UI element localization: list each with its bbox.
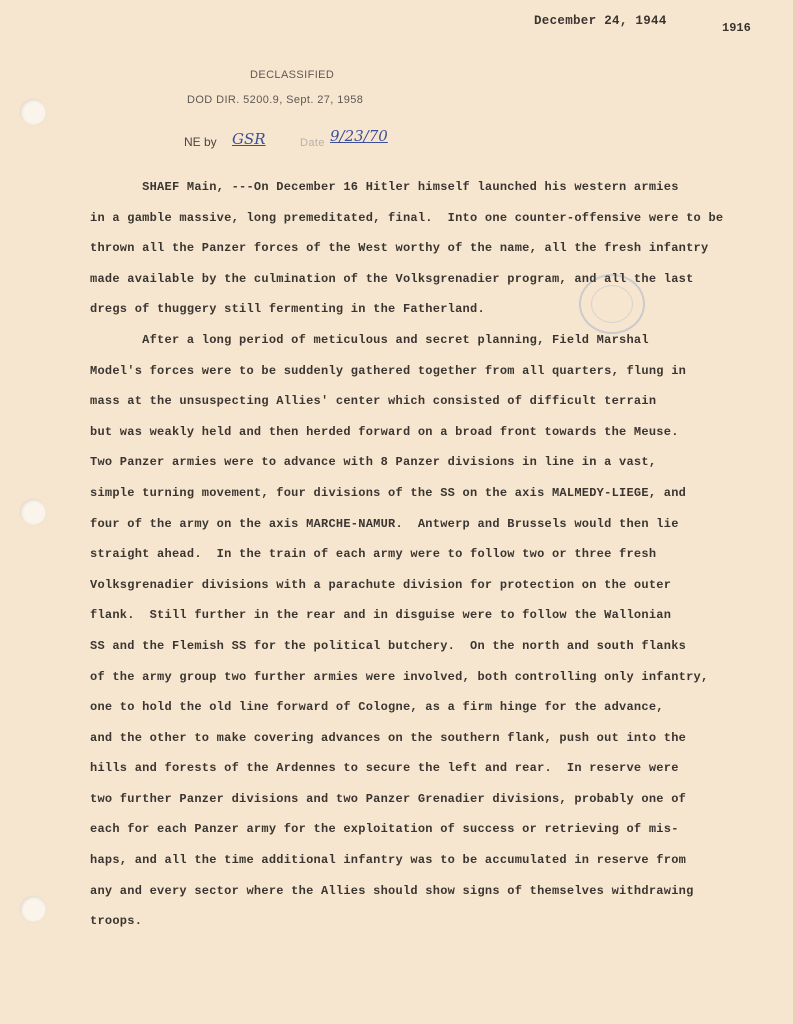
declassification-date: 9/23/70 — [330, 127, 388, 145]
text-line: any and every sector where the Allies should show signs of themselves withdrawing — [90, 883, 694, 898]
punch-hole — [20, 896, 46, 922]
page-number: 1916 — [722, 21, 751, 35]
text-line: straight ahead. In the train of each army were to follow two or three fresh — [90, 547, 657, 562]
declassified-title: DECLASSIFIED — [250, 69, 335, 81]
text-line: simple turning movement, four divisions of the SS on the axis MALMEDY-LIEGE, and — [90, 485, 687, 500]
text-line: but was weakly held and then herded forward on a broad front towards the Meuse. — [90, 424, 679, 439]
text-line: dregs of thuggery still fermenting in the Fatherland. — [90, 302, 485, 317]
text-line: troops. — [90, 914, 143, 929]
document-date: December 24, 1944 — [534, 14, 667, 28]
text-line: one to hold the old line forward of Cologne, as a firm hinge for the advance, — [90, 700, 664, 715]
declassification-authority: DOD DIR. 5200.9, Sept. 27, 1958 — [187, 94, 364, 106]
text-line: Two Panzer armies were to advance with 8 Panzer divisions in line in a vast, — [90, 455, 657, 470]
text-line: each for each Panzer army for the exploitation of success or retrieving of mis- — [90, 822, 679, 837]
text-line: hills and forests of the Ardennes to secure the left and rear. In reserve were — [90, 761, 679, 776]
body-text — [90, 172, 770, 937]
ne-by-label: NE by — [184, 135, 217, 149]
text-line: of the army group two further armies were involved, both controlling only infantry, — [90, 669, 709, 684]
punch-hole — [20, 499, 46, 525]
text-line: SS and the Flemish SS for the political butchery. On the north and south flanks — [90, 638, 687, 653]
text-line: After a long period of meticulous and secret planning, Field Marshal — [90, 332, 649, 347]
text-line: flank. Still further in the rear and in disguise were to follow the Wallonian — [90, 608, 672, 623]
punch-hole — [20, 99, 46, 125]
text-line: SHAEF Main, ---On December 16 Hitler himself launched his western armies — [90, 180, 679, 194]
text-line: four of the army on the axis MARCHE-NAMUR. Antwerp and Brussels would then lie — [90, 516, 679, 531]
date-label: Date — [300, 137, 325, 149]
text-line: Volksgrenadier divisions with a parachute division for protection on the outer — [90, 577, 672, 592]
text-line: mass at the unsuspecting Allies' center which consisted of difficult terrain — [90, 394, 657, 409]
reviewer-initials: GSR — [232, 130, 266, 148]
text-line: haps, and all the time additional infantry was to be accumulated in reserve from — [90, 853, 687, 868]
text-line: made available by the culmination of the Volksgrenadier program, and all the last — [90, 271, 694, 286]
text-line: two further Panzer divisions and two Panzer Grenadier divisions, probably one of — [90, 791, 687, 806]
text-line: thrown all the Panzer forces of the West worthy of the name, all the fresh infantry — [90, 241, 709, 256]
text-line: in a gamble massive, long premeditated, final. Into one counter-offensive were to be — [90, 210, 724, 225]
text-line: and the other to make covering advances on the southern flank, push out into the — [90, 730, 687, 745]
text-line: Model's forces were to be suddenly gathered together from all quarters, flung in — [90, 363, 687, 378]
